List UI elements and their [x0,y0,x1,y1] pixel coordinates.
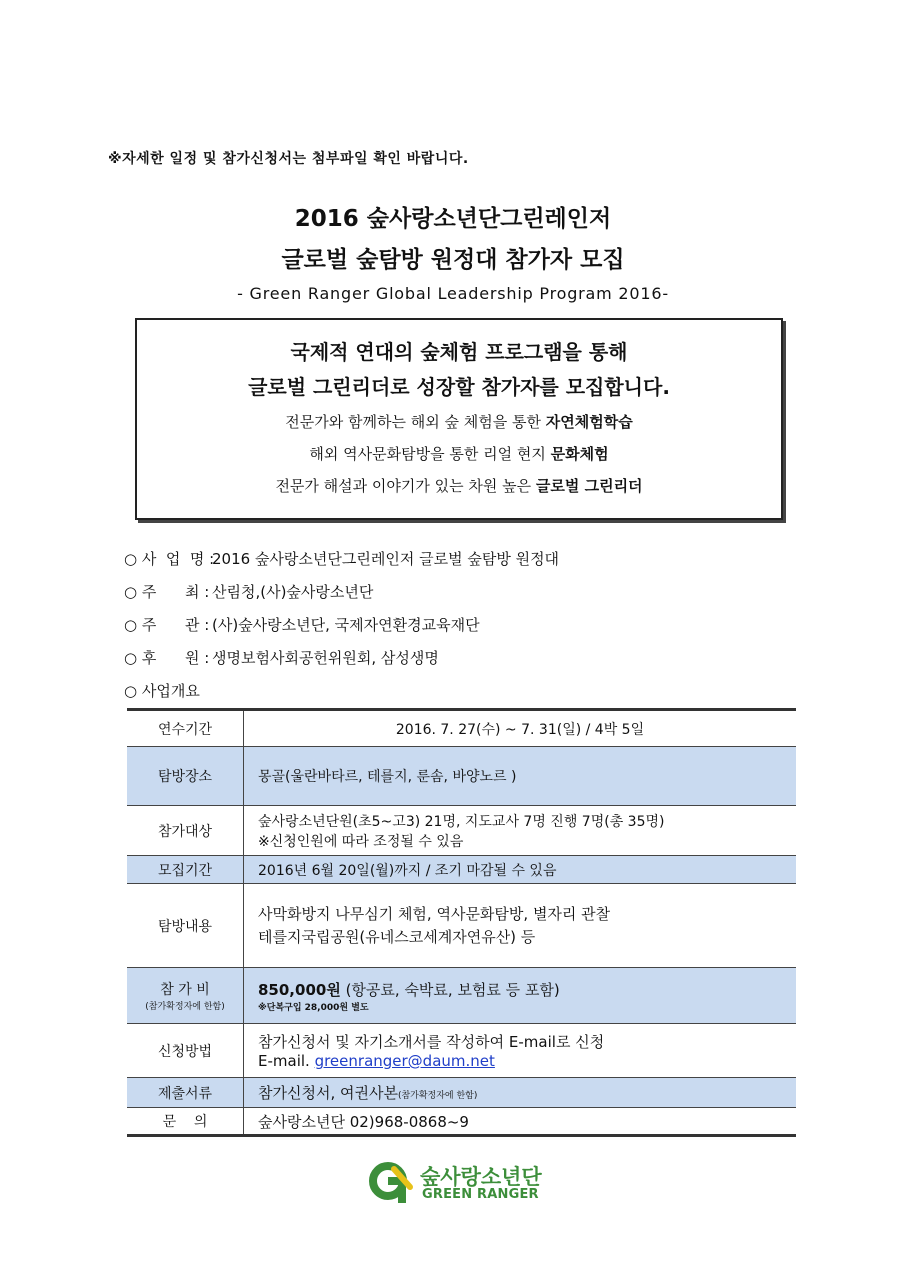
table-row [127,1024,796,1078]
target-label: 참가대상 [127,806,244,856]
info-organizer: ○ 주 관 : (사)숲사랑소년단, 국제자연환경교육재단 [124,616,480,634]
table-row [127,856,796,884]
content-value-1: 사막화방지 나무심기 체험, 역사문화탐방, 별자리 관찰 [258,904,611,923]
target-note: ※신청인원에 따라 조정될 수 있음 [258,833,464,850]
overview-table [127,708,796,1137]
box-line-3: 전문가 해설과 이야기가 있는 차원 높은 글로벌 그린리더 [275,477,643,495]
table-row [127,1078,796,1108]
box-headline-1: 국제적 연대의 숲체험 프로그램을 통해 [290,340,628,364]
logo-korean-text: 숲사랑소년단 [420,1165,542,1189]
contact-value: 숲사랑소년단 02)968-0868~9 [244,1108,797,1136]
table-row [127,884,796,968]
fee-note: ※단복구입 28,000원 별도 [258,1002,369,1013]
box-headline-2: 글로벌 그린리더로 성장할 참가자를 모집합니다. [248,375,670,399]
info-host: ○ 주 최 : 산림청,(사)숲사랑소년단 [124,583,374,601]
place-value: 몽골(울란바타르, 테를지, 룬솜, 바양노르 ) [244,747,797,806]
box-line-2: 해외 역사문화탐방을 통한 리얼 현지 문화체험 [309,445,609,463]
recruit-label: 모집기간 [127,856,244,884]
fee-detail: (항공료, 숙박료, 보험료 등 포함) [340,980,560,999]
content-label: 탐방내용 [127,884,244,968]
table-row [127,747,796,806]
notice-text: ※자세한 일정 및 참가신청서는 첨부파일 확인 바랍니다. [108,151,469,167]
program-subtitle: - Green Ranger Global Leadership Program 2016- [237,284,669,303]
info-business-name: ○ 사 업 명 :2016 숲사랑소년단그린레인저 글로벌 숲탐방 원정대 [124,550,560,568]
highlight-box [135,318,783,520]
info-overview: ○ 사업개요 [124,682,200,700]
page-title: 2016 숲사랑소년단그린레인저 [294,206,612,232]
page-title-line2: 글로벌 숲탐방 원정대 참가자 모집 [281,247,625,273]
content-value-2: 테를지국립공원(유네스코세계자연유산) 등 [258,927,536,946]
email-link[interactable]: greenranger@daum.net [314,1052,495,1070]
table-row [127,968,796,1024]
place-label: 탐방장소 [127,747,244,806]
logo-mark-icon [368,1159,418,1207]
contact-label: 문 의 [127,1108,244,1136]
apply-label: 신청방법 [127,1024,244,1078]
info-sponsor: ○ 후 원 : 생명보험사회공헌위원회, 삼성생명 [124,649,439,667]
table-row [127,806,796,856]
period-label: 연수기간 [127,710,244,747]
docs-value: 참가신청서, 여권사본 [258,1084,398,1102]
apply-value: 참가신청서 및 자기소개서를 작성하여 E-mail로 신청 [258,1033,605,1051]
fee-label: 참 가 비 [160,982,210,998]
box-line-1: 전문가와 함께하는 해외 숲 체험을 통한 자연체험학습 [285,413,633,431]
docs-note: (참가확정자에 한함) [397,1091,478,1101]
apply-email-prefix: E-mail. [258,1052,315,1070]
target-value: 숲사랑소년단원(초5~고3) 21명, 지도교사 7명 진행 7명(총 35명) [258,813,665,830]
logo-english-text: GREEN RANGER [422,1187,539,1202]
fee-label-note: (참가확정자에 한함) [145,1002,225,1012]
recruit-value: 2016년 6월 20일(월)까지 / 조기 마감될 수 있음 [244,856,797,884]
table-row [127,710,796,747]
period-value: 2016. 7. 27(수) ~ 7. 31(일) / 4박 5일 [244,710,797,747]
green-ranger-logo [368,1159,558,1209]
fee-amount: 850,000원 [258,980,341,999]
table-row [127,1108,796,1136]
docs-label: 제출서류 [127,1078,244,1108]
